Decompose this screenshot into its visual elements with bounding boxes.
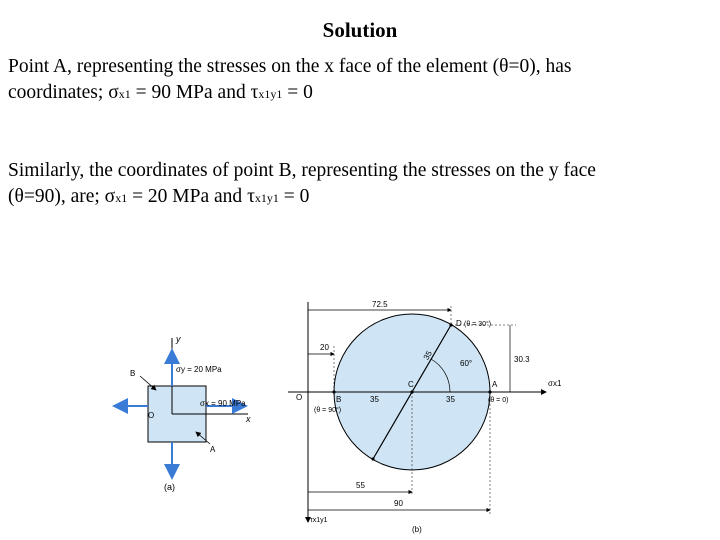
label-point-d: D — [456, 319, 462, 328]
label-20: 20 — [320, 343, 329, 352]
para2-mid: = 20 MPa and — [127, 186, 248, 207]
label-point-a: A — [492, 380, 498, 389]
point-b-dot — [332, 390, 335, 393]
tau-subscript: x1y1 — [254, 191, 279, 205]
tau-subscript: x1y1 — [258, 87, 283, 101]
label-sigma-x: σx = 90 MPa — [200, 399, 246, 408]
label-b: B — [130, 369, 136, 378]
para1-line1: Point A, representing the stresses on the x face of the element (θ=0), has — [8, 56, 572, 77]
tau-symbol: τ — [250, 82, 259, 103]
sigma-subscript: x1 — [115, 191, 128, 205]
label-o: O — [148, 411, 155, 420]
label-origin: O — [296, 393, 303, 402]
para1-mid: = 90 MPa and — [130, 82, 251, 103]
point-c-dot — [410, 390, 413, 393]
para1-end: = 0 — [282, 82, 313, 103]
sigma-symbol: σ — [104, 186, 116, 207]
label-30-3: 30.3 — [514, 355, 530, 364]
sigma-symbol: σ — [108, 82, 119, 103]
para2-end: = 0 — [278, 186, 310, 207]
para1-prefix: coordinates; — [8, 82, 109, 103]
page-title: Solution — [322, 18, 398, 42]
label-point-b-theta: (θ = 90°) — [314, 407, 342, 414]
label-angle-60: 60° — [460, 359, 473, 368]
para2-line1: Similarly, the coordinates of point B, representing the stresses on the y face — [8, 160, 596, 181]
caption-b: (b) — [412, 525, 422, 534]
label-35-left: 35 — [370, 395, 379, 404]
label-y: y — [176, 334, 181, 344]
label-point-d-theta: (θ = 30°) — [464, 321, 492, 328]
label-point-a-theta: (θ = 0) — [488, 397, 509, 404]
label-point-c: C — [408, 380, 414, 389]
stress-element-figure — [108, 328, 268, 498]
caption-a: (a) — [164, 482, 175, 492]
label-55: 55 — [356, 481, 365, 490]
para2-prefix: (θ=90), are; — [8, 186, 105, 207]
label-sigma-axis: σx1 — [548, 379, 562, 388]
sigma-subscript: x1 — [118, 87, 131, 101]
label-x: x — [246, 414, 251, 424]
point-d-dot — [449, 323, 452, 326]
label-72-5: 72.5 — [372, 300, 388, 309]
label-point-b: B — [336, 395, 342, 404]
label-tau-axis: τx1y1 — [310, 517, 328, 524]
label-sigma-y: σy = 20 MPa — [176, 365, 222, 374]
paragraph-point-b — [8, 158, 708, 211]
label-a: A — [210, 445, 216, 454]
label-35-right: 35 — [446, 395, 455, 404]
point-dprime-dot — [371, 457, 374, 460]
tau-symbol: τ — [247, 186, 255, 207]
point-a-dot — [488, 390, 491, 393]
paragraph-point-a — [8, 54, 708, 107]
label-90: 90 — [394, 499, 403, 508]
mohrs-circle-figure — [284, 296, 574, 538]
label-radius-35: 35 — [421, 349, 434, 362]
